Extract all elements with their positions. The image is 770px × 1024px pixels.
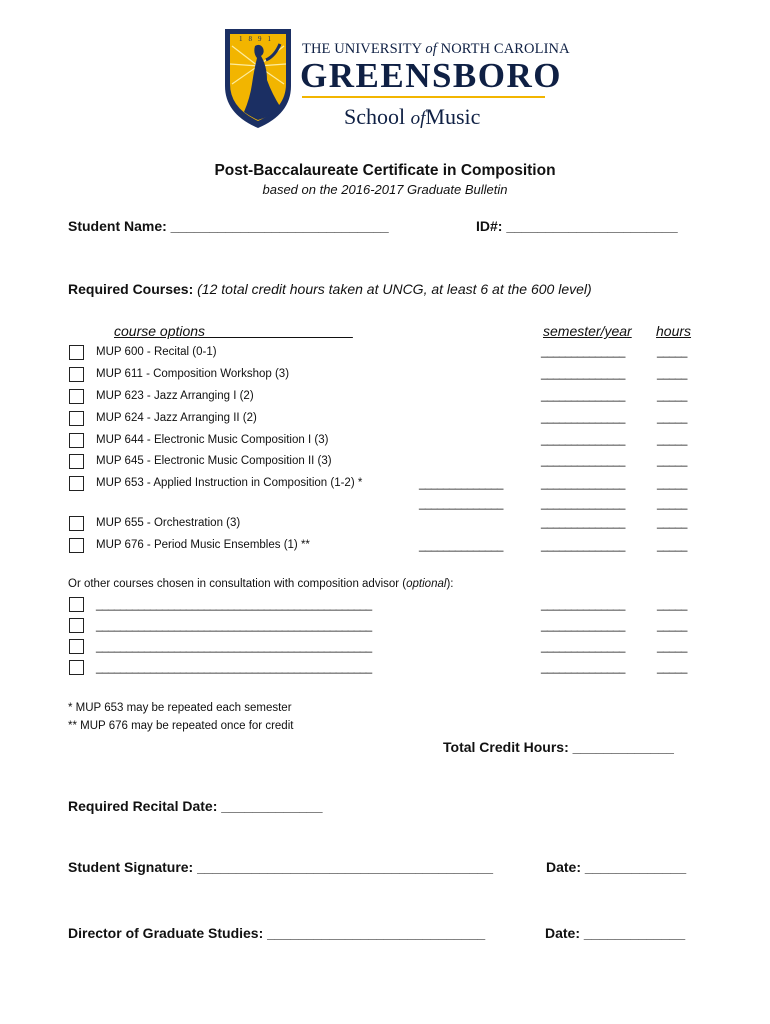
semester-blank[interactable]: ______________ bbox=[541, 478, 625, 490]
other-courses-text: Or other courses chosen in consultation with composition advisor ( bbox=[68, 578, 407, 590]
student-id-field[interactable]: ID#: ______________________ bbox=[476, 218, 678, 234]
director-date-field[interactable]: Date: _____________ bbox=[545, 925, 686, 941]
svg-text:1891: 1891 bbox=[239, 35, 277, 43]
course-checkbox[interactable] bbox=[69, 516, 84, 531]
director-signature-field[interactable]: Director of Graduate Studies: ____________________________ bbox=[68, 925, 486, 941]
footnote-mup676: ** MUP 676 may be repeated once for credit bbox=[68, 720, 294, 732]
semester-blank[interactable]: ______________ bbox=[541, 368, 625, 380]
uni-of: of bbox=[425, 41, 437, 57]
hours-blank[interactable]: _____ bbox=[657, 412, 687, 424]
semester-blank[interactable]: ______________ bbox=[541, 434, 625, 446]
extra-blank[interactable]: ______________ bbox=[419, 498, 503, 510]
semester-blank[interactable]: ______________ bbox=[541, 412, 625, 424]
semester-blank[interactable]: ______________ bbox=[541, 455, 625, 467]
column-semester-year: semester/year bbox=[543, 323, 632, 339]
student-date-field[interactable]: Date: _____________ bbox=[546, 859, 687, 875]
column-hours: hours bbox=[656, 323, 692, 339]
course-checkbox[interactable] bbox=[69, 476, 84, 491]
document-subtitle: based on the 2016-2017 Graduate Bulletin bbox=[262, 182, 508, 197]
document-title: Post-Baccalaureate Certificate in Composition bbox=[214, 162, 556, 179]
student-name-field[interactable]: Student Name: ____________________________ bbox=[68, 218, 389, 234]
course-label: MUP 600 - Recital (0-1) bbox=[96, 346, 217, 358]
hours-blank[interactable]: _____ bbox=[657, 540, 687, 552]
semester-blank[interactable]: ______________ bbox=[541, 641, 625, 653]
optional-text: optional bbox=[406, 578, 447, 590]
hours-blank[interactable]: _____ bbox=[657, 346, 687, 358]
hours-blank[interactable]: _____ bbox=[657, 498, 687, 510]
other-courses-label bbox=[68, 578, 453, 590]
other-course-checkbox[interactable] bbox=[69, 639, 84, 654]
school-name bbox=[344, 104, 480, 130]
hours-blank[interactable]: _____ bbox=[657, 478, 687, 490]
course-label: MUP 611 - Composition Workshop (3) bbox=[96, 368, 290, 380]
semester-blank[interactable]: ______________ bbox=[541, 390, 625, 402]
semester-blank[interactable]: ______________ bbox=[541, 517, 625, 529]
required-courses-heading bbox=[68, 281, 592, 297]
course-checkbox[interactable] bbox=[69, 538, 84, 553]
required-courses-note: (12 total credit hours taken at UNCG, at least 6 at the 600 level) bbox=[197, 281, 592, 297]
hours-blank[interactable]: _____ bbox=[657, 368, 687, 380]
school-prefix: School bbox=[344, 104, 406, 129]
hours-blank[interactable]: _____ bbox=[657, 662, 687, 674]
other-course-line[interactable]: ______________________________________________ bbox=[96, 662, 372, 674]
hours-blank[interactable]: _____ bbox=[657, 620, 687, 632]
course-label: MUP 645 - Electronic Music Composition II (3) bbox=[96, 455, 332, 467]
school-of: of bbox=[410, 108, 426, 129]
university-seal-logo bbox=[222, 26, 294, 130]
semester-blank[interactable]: ______________ bbox=[541, 620, 625, 632]
course-label: MUP 624 - Jazz Arranging II (2) bbox=[96, 412, 257, 424]
course-label: MUP 655 - Orchestration (3) bbox=[96, 517, 241, 529]
uni-prefix: THE UNIVERSITY bbox=[302, 41, 422, 57]
footnote-mup653: * MUP 653 may be repeated each semester bbox=[68, 702, 292, 714]
course-label: MUP 644 - Electronic Music Composition I (3) bbox=[96, 434, 329, 446]
university-name: GREENSBORO bbox=[300, 56, 562, 95]
course-checkbox[interactable] bbox=[69, 433, 84, 448]
course-checkbox[interactable] bbox=[69, 454, 84, 469]
hours-blank[interactable]: _____ bbox=[657, 434, 687, 446]
other-course-line[interactable]: ______________________________________________ bbox=[96, 599, 372, 611]
total-credit-hours-field[interactable]: Total Credit Hours: _____________ bbox=[443, 739, 674, 755]
column-course-options: course options bbox=[114, 323, 353, 339]
school-suffix: Music bbox=[425, 104, 481, 129]
semester-blank[interactable]: ______________ bbox=[541, 540, 625, 552]
hours-blank[interactable]: _____ bbox=[657, 390, 687, 402]
other-course-checkbox[interactable] bbox=[69, 660, 84, 675]
other-course-line[interactable]: ______________________________________________ bbox=[96, 641, 372, 653]
course-label: MUP 623 - Jazz Arranging I (2) bbox=[96, 390, 254, 402]
course-checkbox[interactable] bbox=[69, 389, 84, 404]
course-label: MUP 653 - Applied Instruction in Composition (1-2) * bbox=[96, 477, 363, 489]
other-courses-end: ): bbox=[446, 578, 454, 590]
recital-date-field[interactable]: Required Recital Date: _____________ bbox=[68, 798, 323, 814]
other-course-checkbox[interactable] bbox=[69, 597, 84, 612]
semester-blank[interactable]: ______________ bbox=[541, 498, 625, 510]
logo-divider bbox=[302, 96, 545, 98]
hours-blank[interactable]: _____ bbox=[657, 641, 687, 653]
course-label: MUP 676 - Period Music Ensembles (1) ** bbox=[96, 539, 310, 551]
required-courses-label: Required Courses: bbox=[68, 281, 194, 297]
course-checkbox[interactable] bbox=[69, 367, 84, 382]
hours-blank[interactable]: _____ bbox=[657, 517, 687, 529]
course-checkbox[interactable] bbox=[69, 345, 84, 360]
other-course-checkbox[interactable] bbox=[69, 618, 84, 633]
uni-suffix: NORTH CAROLINA bbox=[440, 41, 570, 57]
extra-blank[interactable]: ______________ bbox=[419, 540, 503, 552]
semester-blank[interactable]: ______________ bbox=[541, 662, 625, 674]
student-signature-field[interactable]: Student Signature: ______________________________________ bbox=[68, 859, 493, 875]
semester-blank[interactable]: ______________ bbox=[541, 346, 625, 358]
hours-blank[interactable]: _____ bbox=[657, 599, 687, 611]
other-course-line[interactable]: ______________________________________________ bbox=[96, 620, 372, 632]
semester-blank[interactable]: ______________ bbox=[541, 599, 625, 611]
course-checkbox[interactable] bbox=[69, 411, 84, 426]
extra-blank[interactable]: ______________ bbox=[419, 478, 503, 490]
hours-blank[interactable]: _____ bbox=[657, 455, 687, 467]
